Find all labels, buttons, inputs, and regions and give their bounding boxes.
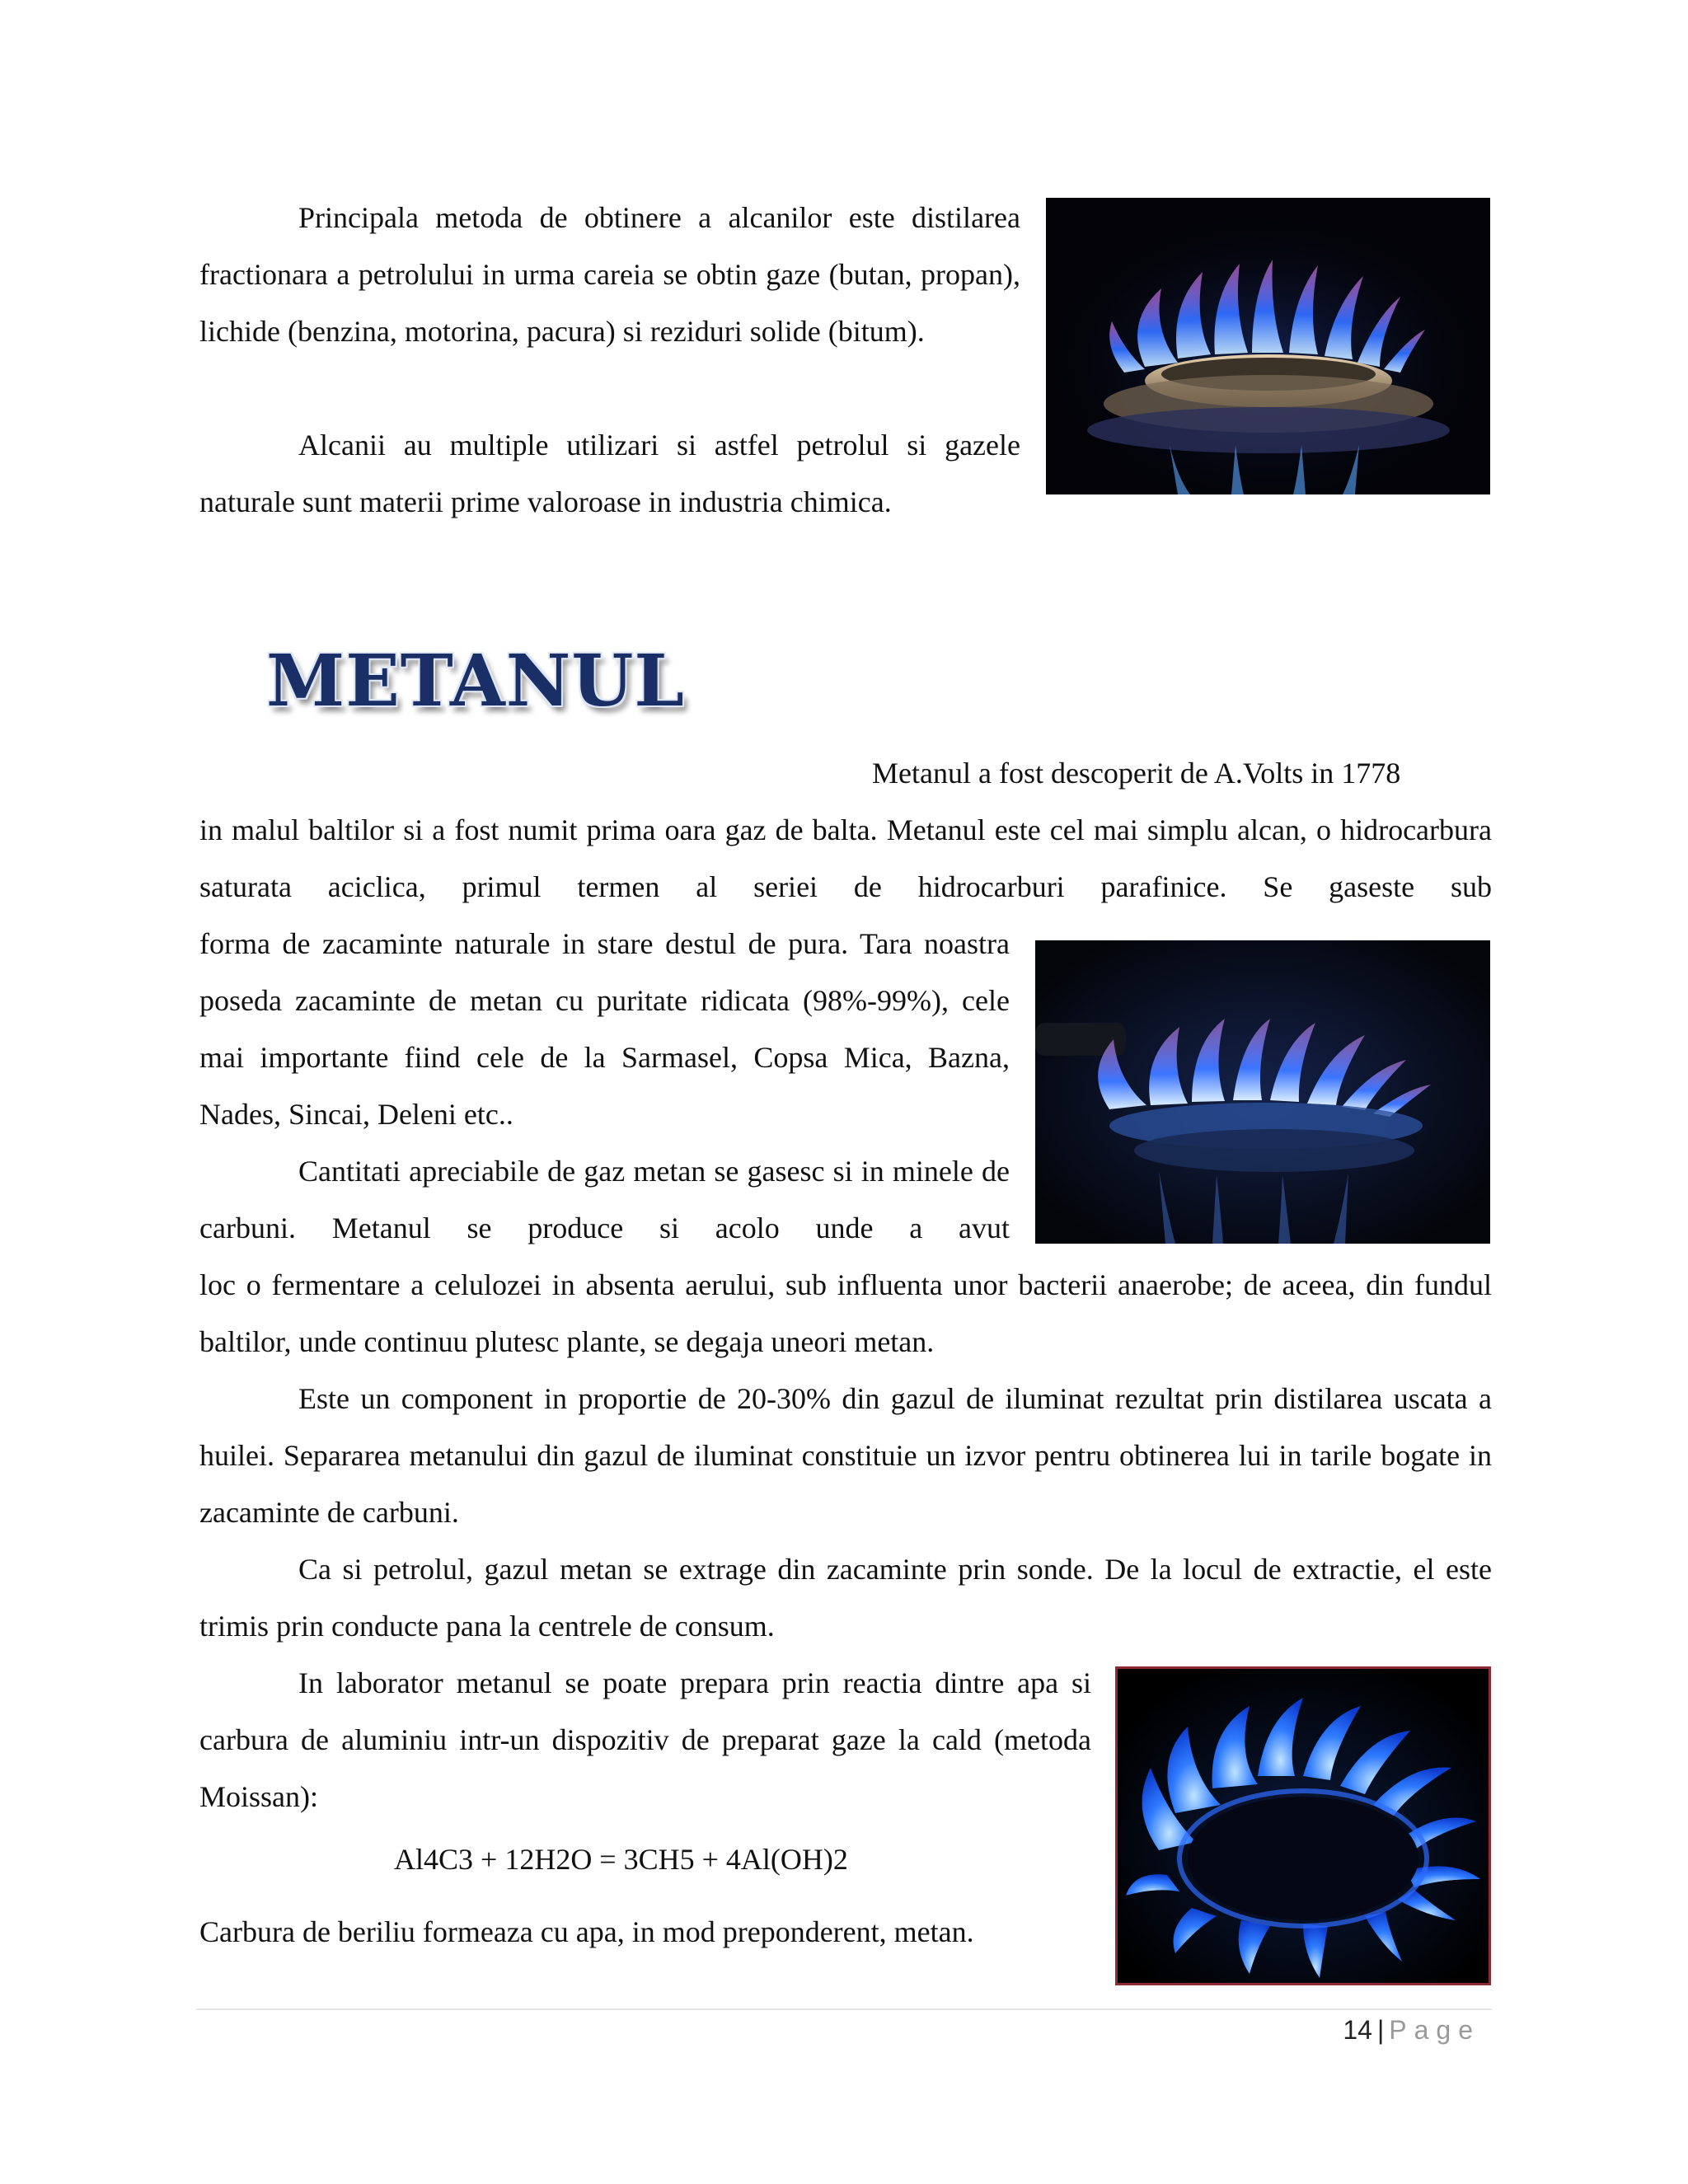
- paragraph-methane-deposits: forma de zacaminte naturale in stare destul de pura. Tara noastra poseda zacaminte de metan cu puritate ridicata (98%-99%), cele mai importante fiind cele de la Sarmasel, Copsa Mica, Bazna, Nades, Sincai, Deleni etc..: [199, 927, 1010, 1131]
- gas-burner-photo-3: [1115, 1666, 1491, 1985]
- paragraph-methane-discovery-line1: Metanul a fost descoperit de A.Volts in 1778: [872, 757, 1401, 790]
- paragraph-laboratory-preparation: In laborator metanul se poate prepara prin reactia dintre apa si carbura de aluminiu intr-un dispozitiv de preparat gaze la cald (metoda Moissan):: [199, 1666, 1091, 1813]
- paragraph-methane-coal-mines: Cantitati apreciabile de gaz metan se gasesc si in minele de carbuni. Metanul se produce si acolo unde a avut: [199, 1155, 1010, 1244]
- section-title-metanul: METANUL: [266, 640, 685, 723]
- page-footer: [1343, 2011, 1480, 2049]
- page-label: Page: [1389, 2015, 1480, 2045]
- paragraph-methane-fermentation: loc o fermentare a celulozei in absenta aerului, sub influenta unor bacterii anaerobe; de aceea, din fundul baltilor, unde continuu plutesc plante, se degaja uneori metan.: [199, 1268, 1492, 1358]
- paragraph-lighting-gas: Este un component in proportie de 20-30% din gazul de iluminat rezultat prin distilarea uscata a huilei. Separarea metanului din gazul de iluminat constituie un izvor pentru obtinerea lui in tarile bogate in zacaminte de carbuni.: [199, 1382, 1492, 1529]
- gas-burner-photo-2: [1035, 940, 1490, 1244]
- footer-divider: [196, 2008, 1492, 2010]
- paragraph-obtaining-alkanes: Principala metoda de obtinere a alcanilor este distilarea fractionara a petrolului in urma careia se obtin gaze (butan, propan), lichide (benzina, motorina, pacura) si reziduri solide (bitum).: [199, 201, 1020, 348]
- paragraph-extraction: Ca si petrolul, gazul metan se extrage din zacaminte prin sonde. De la locul de extractie, el este trimis prin conducte pana la centrele de consum.: [199, 1553, 1492, 1643]
- footer-separator: |: [1376, 2015, 1385, 2045]
- chemical-equation: Al4C3 + 12H2O = 3CH5 + 4Al(OH)2: [394, 1843, 848, 1876]
- paragraph-alkane-uses: Alcanii au multiple utilizari si astfel petrolul si gazele naturale sunt materii prime valoroase in industria chimica.: [199, 429, 1020, 518]
- page-number: 14: [1343, 2015, 1372, 2045]
- gas-burner-photo-1: [1046, 198, 1490, 494]
- paragraph-beryllium-carbide: Carbura de beriliu formeaza cu apa, in mod preponderent, metan.: [199, 1915, 974, 1948]
- paragraph-methane-discovery: in malul baltilor si a fost numit prima oara gaz de balta. Metanul este cel mai simplu alcan, o hidrocarbura saturata aciclica, primul termen al seriei de hidrocarburi parafinice. Se gaseste sub: [199, 813, 1492, 903]
